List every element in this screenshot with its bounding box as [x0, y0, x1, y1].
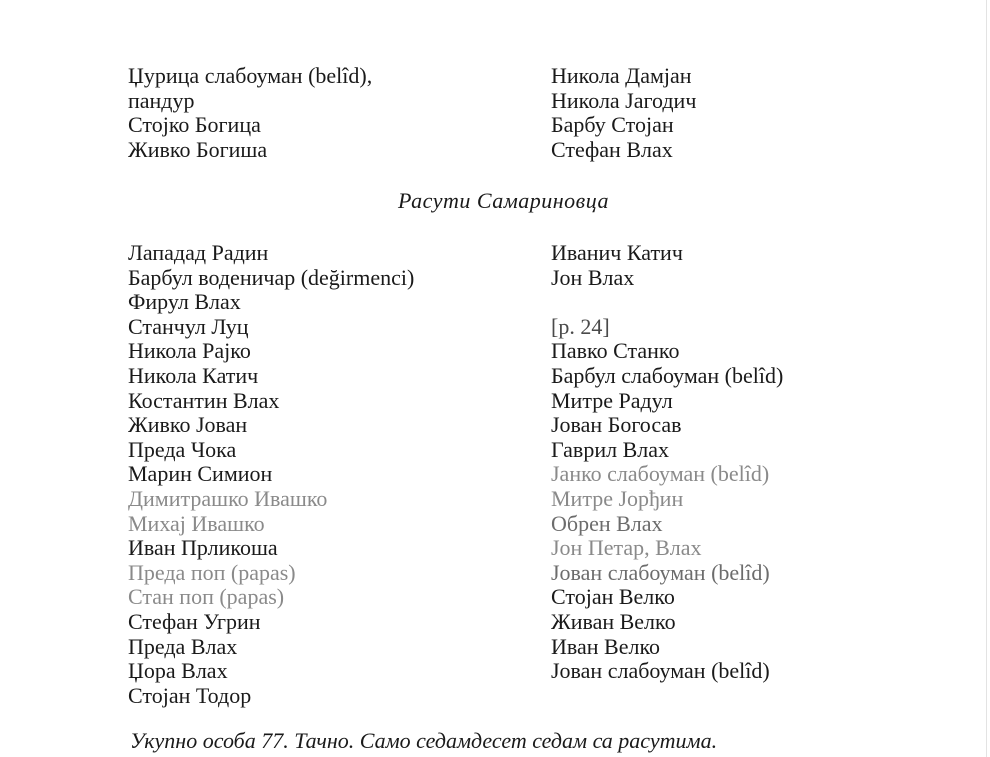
main-right-name-list	[551, 241, 783, 684]
page-marker: [p. 24]	[551, 313, 610, 339]
list-item: Јован слабоуман (belîd)	[551, 658, 770, 684]
list-item: Димитрашко Ивашко	[128, 485, 328, 511]
list-item: Митре Радул	[551, 387, 673, 413]
list-item: Јован Богосав	[551, 412, 682, 438]
list-item: Преда Чока	[128, 436, 237, 462]
section-heading: Расути Самариновца	[398, 188, 609, 213]
list-item: Станчул Луц	[128, 313, 249, 339]
list-item: Барбул воденичар (değirmenci)	[128, 264, 415, 290]
list-item: Стојан Велко	[551, 584, 675, 610]
list-item: Никола Рајко	[128, 338, 251, 364]
top-right-name-list	[551, 64, 696, 162]
list-item: Обрен Влах	[551, 510, 663, 536]
list-item: Јанко слабоуман (belîd)	[551, 461, 770, 487]
list-item: Иван Прликоша	[128, 535, 278, 561]
list-item: Преда поп (papas)	[128, 559, 296, 585]
list-item: Стојан Тодор	[128, 682, 252, 708]
list-item: Никола Јагодич	[551, 87, 697, 113]
list-item: Стефан Угрин	[128, 608, 261, 634]
list-item: Барбу Стојан	[551, 112, 674, 138]
list-item: Павко Станко	[551, 338, 680, 364]
list-item: Џурица слабоуман (belîd),	[128, 63, 373, 88]
list-item: Џора Влах	[128, 658, 228, 684]
footer-total-note: Укупно особа 77. Тачно. Само седамдесет седам са расутима.	[130, 728, 718, 753]
list-item: Јон Влах	[551, 264, 635, 290]
list-item: Јон Петар, Влах	[551, 535, 702, 561]
list-item: пандур	[128, 87, 195, 113]
main-left-name-list	[128, 241, 414, 708]
list-item: Барбул слабоуман (belîd)	[551, 362, 784, 388]
list-item: Митре Јорђин	[551, 485, 684, 511]
list-item: Живко Јован	[128, 412, 248, 438]
list-item: Стојко Богица	[128, 112, 261, 138]
list-item: Стефан Влах	[551, 136, 673, 162]
list-item: Живко Богиша	[128, 136, 268, 162]
list-item: Иванич Катич	[551, 240, 683, 265]
list-item: Костантин Влах	[128, 387, 280, 413]
page-edge-divider	[986, 0, 987, 757]
list-item: Јован слабоуман (belîd)	[551, 559, 770, 585]
list-item: Никола Дамјан	[551, 63, 692, 88]
list-item: Иван Велко	[551, 633, 661, 659]
list-item: Преда Влах	[128, 633, 238, 659]
list-item: Михај Ивашко	[128, 510, 265, 536]
list-item: Никола Катич	[128, 362, 259, 388]
top-left-name-list	[128, 64, 372, 162]
list-item: Марин Симион	[128, 461, 273, 487]
list-item: Живан Велко	[551, 608, 676, 634]
list-item: Лападад Радин	[128, 240, 269, 265]
list-item: Гаврил Влах	[551, 436, 669, 462]
list-item: Стан поп (papas)	[128, 584, 285, 610]
list-item: Фирул Влах	[128, 289, 241, 315]
